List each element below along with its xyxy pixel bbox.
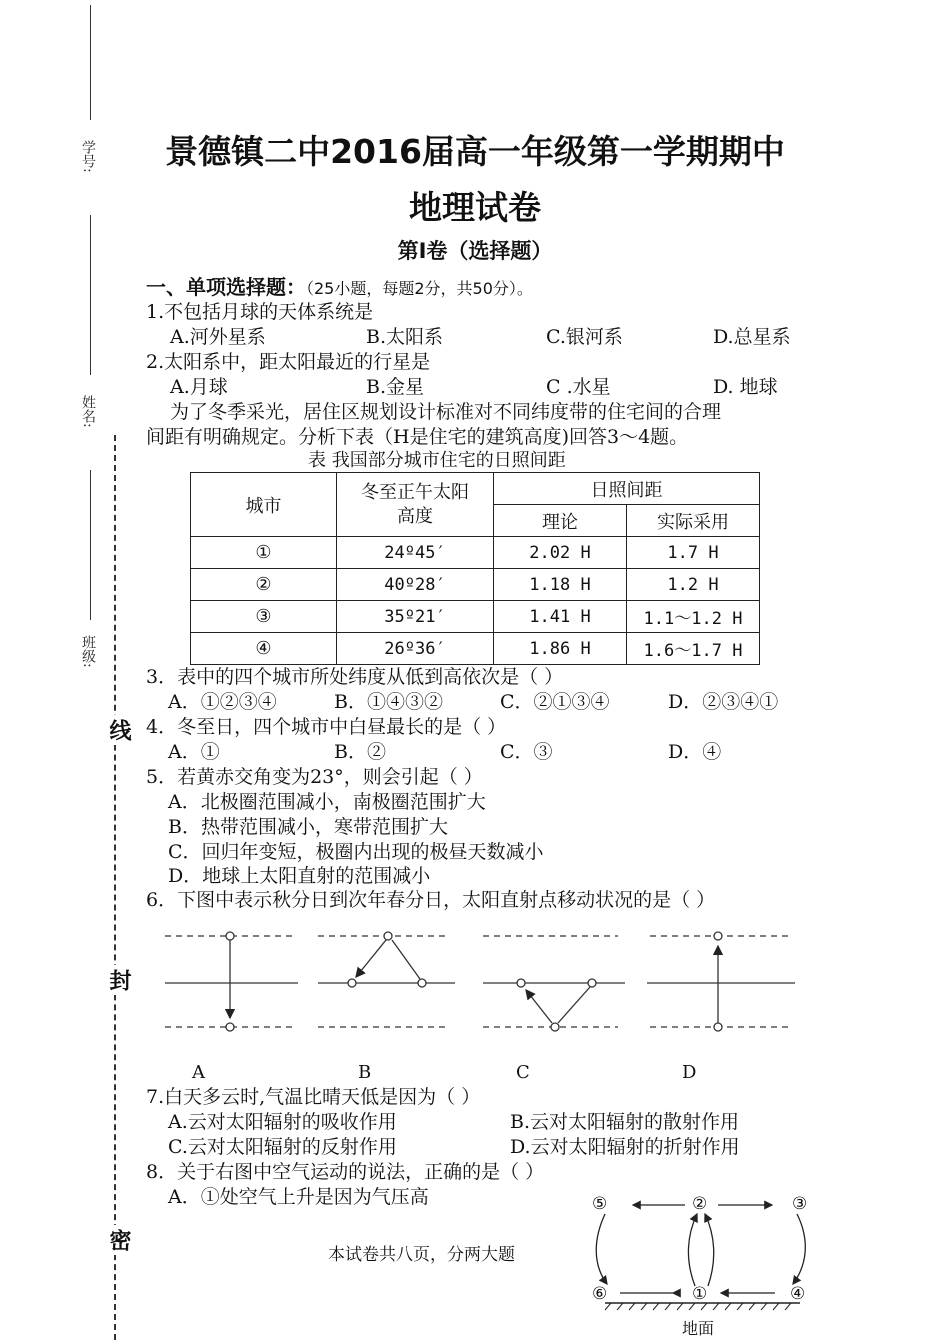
seal-char-feng: 封	[103, 965, 134, 995]
q1-option-a: A.河外星系	[170, 326, 266, 348]
table-row	[191, 601, 760, 633]
point-4: ④	[790, 1284, 806, 1304]
cell-actual: 1.2 H	[627, 569, 760, 601]
volume-title: 第Ⅰ卷（选择题）	[397, 239, 553, 263]
q3-stem: 3．表中的四个城市所处纬度从低到高依次是（ ）	[146, 666, 564, 688]
header-actual: 实际采用	[627, 505, 760, 537]
margin-line	[90, 470, 91, 620]
q4-option-a: A．①	[168, 741, 220, 763]
q1-option-b: B.太阳系	[366, 326, 444, 348]
table-row	[191, 569, 760, 601]
q2-option-b: B.金星	[366, 376, 425, 398]
q3-option-c: C．②①③④	[500, 691, 610, 713]
cell-actual: 1.7 H	[627, 537, 760, 569]
subsolar-movement-figure	[150, 920, 800, 1040]
figure-label-b: B	[358, 1062, 372, 1083]
exam-subtitle: 地理试卷	[409, 188, 541, 227]
figure-label-a: A	[192, 1062, 205, 1083]
point-3: ③	[792, 1194, 808, 1214]
cell-theory: 1.41 H	[494, 601, 627, 633]
header-altitude-line1: 冬至正午太阳	[361, 481, 469, 503]
cell-city: ④	[191, 633, 337, 665]
seal-dashed-line	[114, 435, 116, 1340]
q2-option-a: A.月球	[170, 376, 228, 398]
q7-option-b: B.云对太阳辐射的散射作用	[510, 1111, 740, 1133]
section-heading-label: 一、单项选择题：	[146, 275, 306, 299]
exam-title: 景德镇二中2016届高一年级第一学期期中	[165, 132, 785, 171]
q1-option-d: D.总星系	[713, 326, 791, 348]
cell-city: ③	[191, 601, 337, 633]
page-footer: 本试卷共八页，分两大题	[328, 1245, 515, 1265]
cell-altitude: 40º28′	[337, 569, 494, 601]
q3-option-d: D．②③④①	[668, 691, 779, 713]
intro-line2: 间距有明确规定。分析下表（H是住宅的建筑高度)回答3～4题。	[146, 426, 689, 448]
q2-stem: 2.太阳系中，距太阳最近的行星是	[146, 351, 431, 373]
header-city: 城市	[191, 473, 337, 537]
cell-city: ①	[191, 537, 337, 569]
header-theory: 理论	[494, 505, 627, 537]
q5-option-d: D．地球上太阳直射的范围减小	[168, 865, 431, 887]
q1-stem: 1.不包括月球的天体系统是	[146, 301, 374, 323]
name-label: 姓名:	[80, 395, 96, 428]
cell-altitude: 24º45′	[337, 537, 494, 569]
q2-option-d: D. 地球	[713, 376, 778, 398]
q5-option-c: C．回归年变短，极圈内出现的极昼天数减小	[168, 841, 544, 863]
class-label: 班级:	[80, 635, 96, 668]
header-altitude-line2: 高度	[397, 505, 433, 527]
q4-option-c: C．③	[500, 741, 553, 763]
cell-city: ②	[191, 569, 337, 601]
q7-option-c: C.云对太阳辐射的反射作用	[168, 1136, 397, 1158]
intro-line1: 为了冬季采光，居住区规划设计标准对不同纬度带的住宅间的合理	[170, 401, 722, 423]
cell-altitude: 26º36′	[337, 633, 494, 665]
table-row	[191, 633, 760, 665]
q8-option-a: A．①处空气上升是因为气压高	[168, 1186, 429, 1208]
sunlight-spacing-table	[190, 472, 760, 665]
table-row	[191, 537, 760, 569]
ground-label: 地面	[682, 1319, 715, 1338]
table-caption: 表 我国部分城市住宅的日照间距	[308, 450, 566, 471]
cell-theory: 1.86 H	[494, 633, 627, 665]
cell-actual: 1.1～1.2 H	[627, 601, 760, 633]
header-altitude	[337, 473, 494, 537]
q4-option-b: B．②	[334, 741, 386, 763]
section-heading-note: （25小题，每题2分，共50分）。	[306, 279, 533, 298]
q4-stem: 4．冬至日，四个城市中白昼最长的是（ ）	[146, 716, 507, 738]
q5-stem: 5．若黄赤交角变为23°，则会引起（ ）	[146, 766, 483, 788]
point-1: ①	[692, 1284, 708, 1304]
cell-actual: 1.6～1.7 H	[627, 633, 760, 665]
q5-option-b: B．热带范围减小，寒带范围扩大	[168, 816, 448, 838]
margin-line	[90, 5, 91, 120]
q7-option-a: A.云对太阳辐射的吸收作用	[168, 1111, 397, 1133]
seal-char-mi: 密	[103, 1225, 134, 1255]
header-spacing: 日照间距	[494, 473, 760, 505]
q2-option-c: C .水星	[546, 376, 611, 398]
q7-stem: 7.白天多云时,气温比晴天低是因为（ ）	[146, 1086, 481, 1108]
student-number-label: 学号:	[80, 140, 96, 173]
cell-theory: 2.02 H	[494, 537, 627, 569]
section-heading	[146, 275, 533, 301]
q4-option-d: D．④	[668, 741, 722, 763]
q1-option-c: C.银河系	[546, 326, 623, 348]
point-5: ⑤	[592, 1194, 608, 1214]
figure-label-c: C	[516, 1062, 530, 1083]
point-6: ⑥	[592, 1284, 608, 1304]
q8-stem: 8．关于右图中空气运动的说法，正确的是（ ）	[146, 1161, 545, 1183]
q3-option-a: A．①②③④	[168, 691, 277, 713]
q5-option-a: A．北极圈范围减小，南极圈范围扩大	[168, 791, 486, 813]
seal-char-xian: 线	[103, 715, 134, 745]
q6-stem: 6．下图中表示秋分日到次年春分日，太阳直射点移动状况的是（ ）	[146, 889, 716, 911]
q3-option-b: B．①④③②	[334, 691, 443, 713]
point-2: ②	[692, 1194, 708, 1214]
cell-theory: 1.18 H	[494, 569, 627, 601]
cell-altitude: 35º21′	[337, 601, 494, 633]
figure-label-d: D	[682, 1062, 697, 1083]
q7-option-d: D.云对太阳辐射的折射作用	[510, 1136, 740, 1158]
